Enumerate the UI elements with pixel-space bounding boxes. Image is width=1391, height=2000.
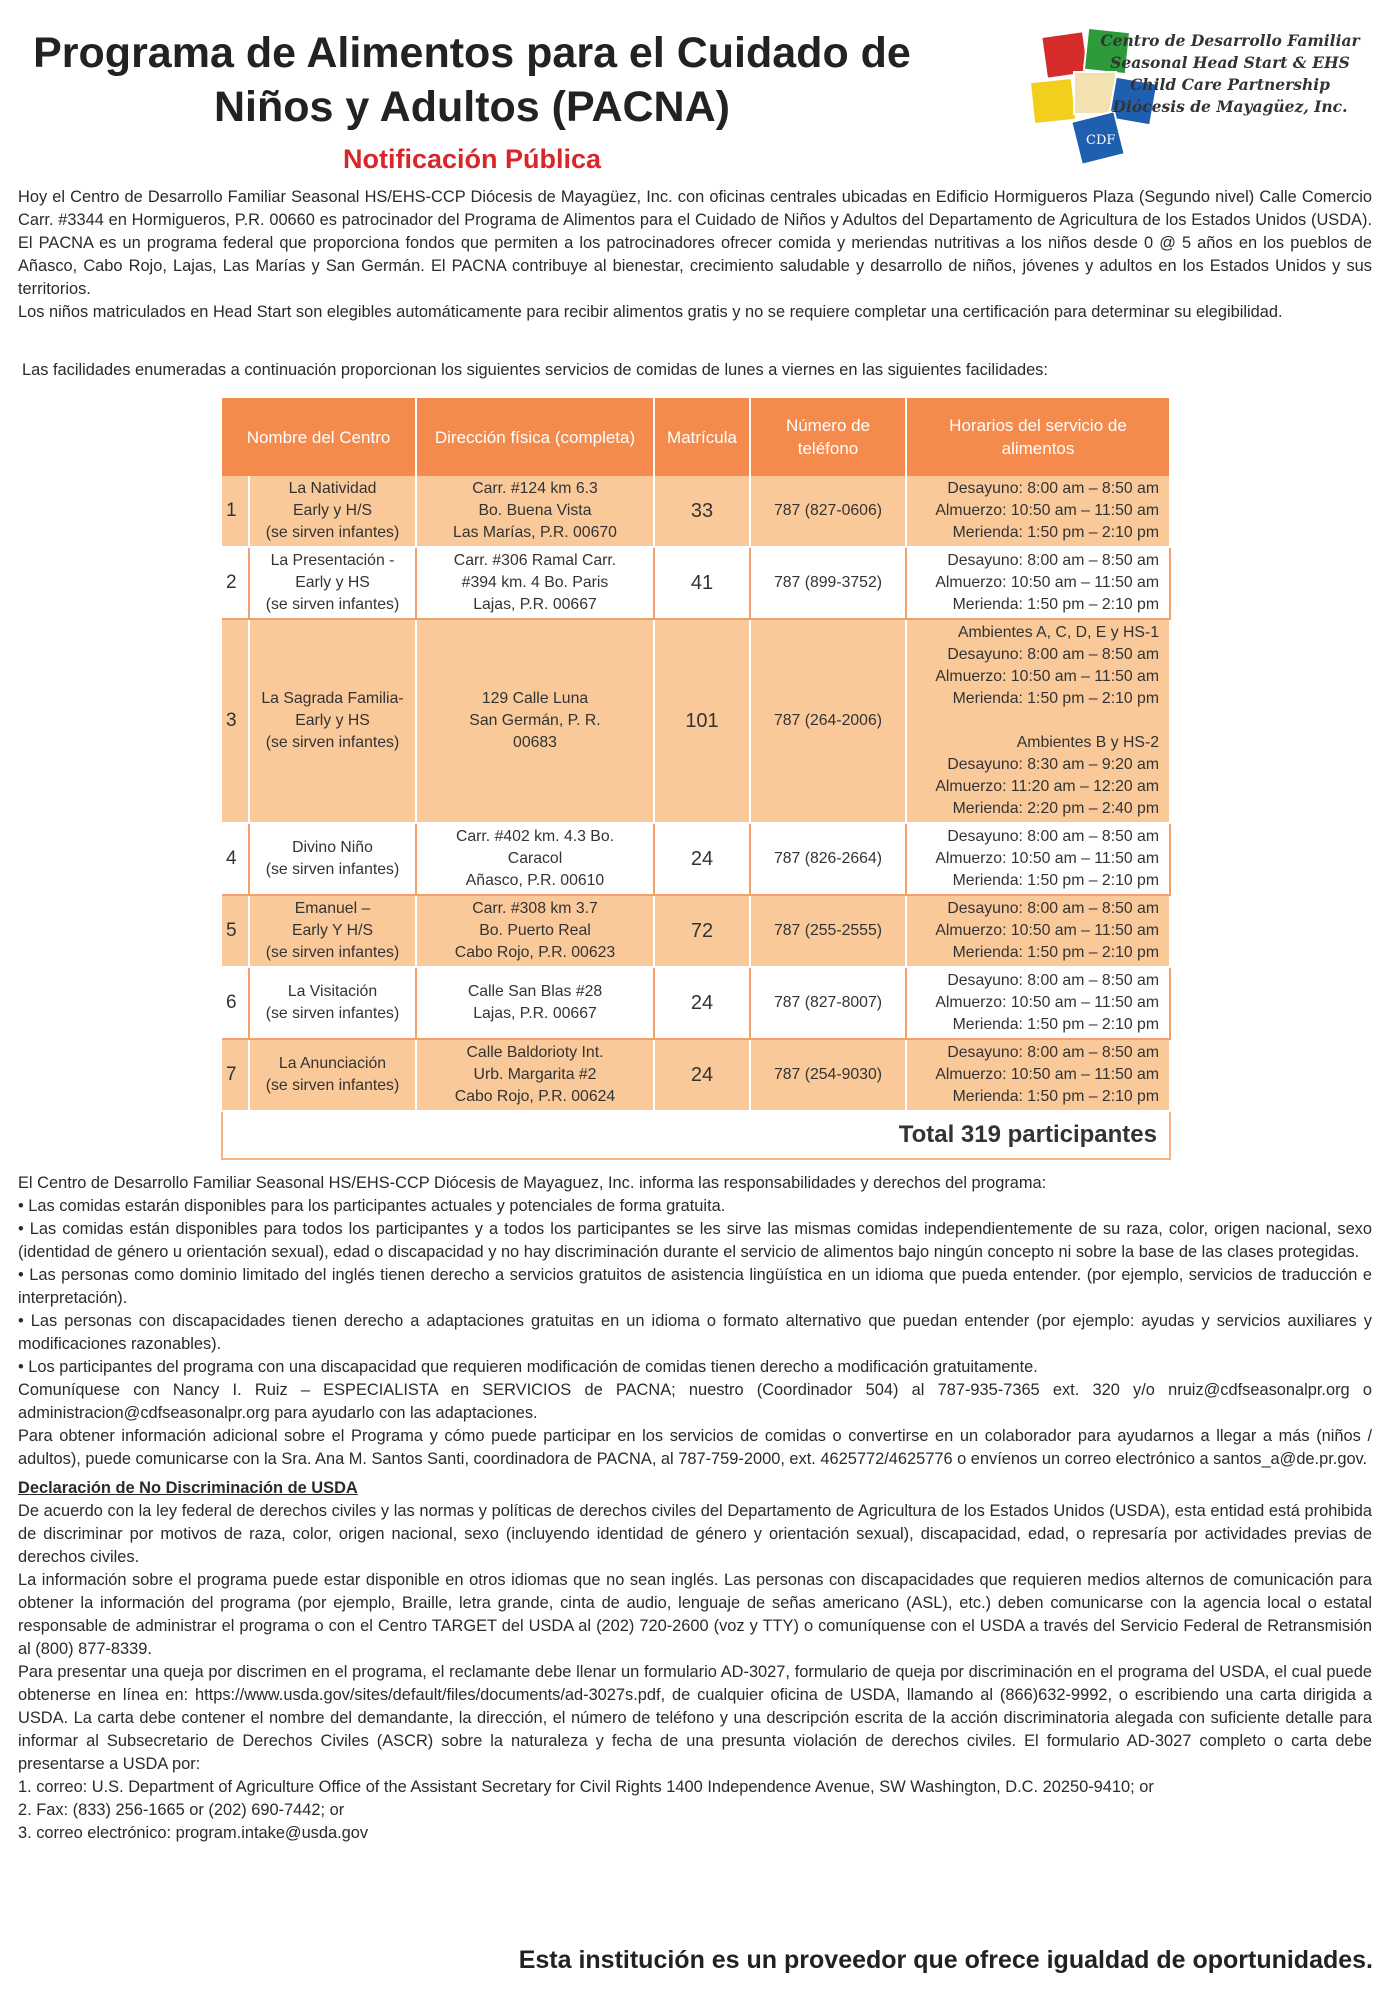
center-name	[249, 619, 416, 823]
enrollment-count: 24	[654, 967, 750, 1039]
table-row	[222, 619, 1170, 823]
enrollment-count: 41	[654, 547, 750, 619]
cell-line: Merienda: 1:50 pm – 2:10 pm	[952, 524, 1159, 541]
cell-line: Early y HS	[295, 712, 370, 729]
cell-line: Carr. #124 km 6.3	[472, 480, 598, 497]
cell-line: Calle Baldorioty Int.	[466, 1044, 604, 1061]
cell-line: Las Marías, P.R. 00670	[453, 524, 617, 541]
center-name	[249, 895, 416, 967]
cell-line	[911, 710, 1159, 732]
phone-number: 787 (264-2006)	[750, 619, 906, 823]
cell-line: Bo. Buena Vista	[478, 502, 592, 519]
rights-bullet-3: • Las personas como dominio limitado del inglés tienen derecho a servicios gratuitos de asistencia lingüística en un idioma que pueda entender. (por ejemplo, servicios de traducción e interpretación).	[18, 1266, 1372, 1307]
meal-hours	[906, 967, 1170, 1039]
row-number: 2	[222, 547, 249, 619]
center-address	[416, 476, 654, 547]
rights-lead: El Centro de Desarrollo Familiar Seasonal HS/EHS-CCP Diócesis de Mayaguez, Inc. informa las responsabilidades y derechos del programa:	[18, 1174, 1047, 1192]
table-row	[222, 967, 1170, 1039]
facilities-intro: Las facilidades enumeradas a continuación proporcionan los siguientes servicios de comidas de lunes a viernes en las siguientes facilidades:	[22, 361, 1048, 379]
meal-hours	[906, 619, 1170, 823]
cell-line: Cabo Rojo, P.R. 00623	[454, 944, 616, 961]
equal-opportunity-statement: Esta institución es un proveedor que ofrece igualdad de oportunidades.	[518, 1946, 1373, 1974]
cell-line: La Visitación	[287, 983, 378, 1000]
cell-line: Calle San Blas #28	[467, 983, 603, 1000]
cell-line: Emanuel –	[294, 900, 371, 917]
row-number: 1	[222, 476, 249, 547]
center-name	[249, 1039, 416, 1111]
cell-line: Merienda: 1:50 pm – 2:10 pm	[952, 944, 1159, 961]
title-line-1: Programa de Alimentos para el Cuidado de	[33, 29, 911, 77]
cell-line: Early y H/S	[293, 502, 372, 519]
rights-section	[18, 1172, 1372, 1471]
cell-line: Almuerzo: 10:50 am – 11:50 am	[935, 1066, 1159, 1083]
cell-line: Merienda: 1:50 pm – 2:10 pm	[952, 690, 1159, 707]
cell-line: Almuerzo: 10:50 am – 11:50 am	[935, 994, 1159, 1011]
cell-line: Early Y H/S	[291, 922, 374, 939]
cell-line: Urb. Margarita #2	[473, 1066, 597, 1083]
row-number: 4	[222, 823, 249, 895]
meal-hours	[906, 823, 1170, 895]
cell-line: La Natividad	[288, 480, 377, 497]
title-line-2: Niños y Adultos (PACNA)	[214, 83, 730, 131]
cell-line: Almuerzo: 10:50 am – 11:50 am	[935, 922, 1159, 939]
enrollment-count: 24	[654, 1039, 750, 1111]
table-total-row	[222, 1111, 1170, 1159]
row-number: 5	[222, 895, 249, 967]
cell-line: (se sirven infantes)	[265, 861, 400, 878]
center-name	[249, 547, 416, 619]
row-number: 6	[222, 967, 249, 1039]
page-subtitle: Notificación Pública	[342, 144, 602, 174]
table-row	[222, 547, 1170, 619]
cell-line: (se sirven infantes)	[265, 1005, 400, 1022]
cell-line: Divino Niño	[292, 839, 373, 856]
center-address	[416, 895, 654, 967]
header-address: Dirección física (completa)	[416, 398, 654, 476]
usda-title: Declaración de No Discriminación de USDA	[18, 1479, 358, 1497]
center-name	[249, 823, 416, 895]
cell-line: Desayuno: 8:00 am – 8:50 am	[947, 972, 1159, 989]
cell-line: Merienda: 1:50 pm – 2:10 pm	[952, 596, 1159, 613]
cell-line: Carr. #308 km 3.7	[472, 900, 598, 917]
center-address	[416, 823, 654, 895]
phone-number: 787 (899-3752)	[750, 547, 906, 619]
page-title	[22, 26, 922, 134]
cell-line: Almuerzo: 10:50 am – 11:50 am	[935, 850, 1159, 867]
cell-line: (se sirven infantes)	[265, 944, 400, 961]
cell-line: Desayuno: 8:00 am – 8:50 am	[947, 1044, 1159, 1061]
center-address	[416, 619, 654, 823]
facilities-table	[221, 398, 1171, 1160]
rights-bullet-2: • Las comidas están disponibles para todos los participantes y a todos los participantes se les sirve las mismas comidas independientemente de su raza, color, origen nacional, sexo (identidad de género u orientación sexual), edad o discapacidad y no hay discriminación durante el servicio de alimentos bajo ningún concepto ni sobre la base de las clases protegidas.	[18, 1220, 1372, 1261]
header-enrollment: Matrícula	[654, 398, 750, 476]
row-number: 7	[222, 1039, 249, 1111]
cell-line: Desayuno: 8:00 am – 8:50 am	[947, 552, 1159, 569]
intro-paragraph-1: Hoy el Centro de Desarrollo Familiar Seasonal HS/EHS-CCP Diócesis de Mayagüez, Inc. con oficinas centrales ubicadas en Edificio Hormigueros Plaza (Segundo nivel) Calle Comercio Carr. #3344 en Hormigueros, P.R. 00660 es patrocinador del Programa de Alimentos para el Cuidado de Niños y Adultos del Departamento de Agricultura de los Estados Unidos (USDA). El PACNA es un programa federal que proporciona fondos que permiten a los patrocinadores ofrecer comida y meriendas nutritivas a los niños desde 0 @ 5 años en los pueblos de Añasco, Cabo Rojo, Lajas, Las Marías y San Germán. El PACNA contribuye al bienestar, crecimiento saludable y desarrollo de niños, jóvenes y adultos en los Estados Unidos y sus territorios.	[18, 188, 1372, 298]
intro-section	[18, 186, 1372, 324]
logo-line-1: Centro de Desarrollo Familiar	[1100, 31, 1360, 50]
rights-contact: Comuníquese con Nancy I. Ruiz – ESPECIALISTA en SERVICIOS de PACNA; nuestro (Coordinador 504) al 787-935-7365 ext. 320 y/o nruiz@cdfseasonalpr.org o administracion@cdfseasonalpr.org para ayudarlo con las adaptaciones.	[18, 1381, 1372, 1422]
rights-more-info: Para obtener información adicional sobre el Programa y cómo puede participar en los servicios de comidas o convertirse en un colaborador para ayudarnos a llegar a más (niños / adultos), puede comunicarse con la Sra. Ana M. Santos Santi, coordinadora de PACNA, al 787-759-2000, ext. 4625772/4625776 o envíenos un correo electrónico a santos_a@de.pr.gov.	[18, 1427, 1372, 1468]
cell-line: Carr. #402 km. 4.3 Bo.	[455, 828, 615, 845]
cell-line: La Anunciación	[278, 1055, 387, 1072]
enrollment-count: 101	[654, 619, 750, 823]
cell-line: Bo. Puerto Real	[479, 922, 591, 939]
phone-number: 787 (827-8007)	[750, 967, 906, 1039]
cell-line: Merienda: 1:50 pm – 2:10 pm	[952, 1016, 1159, 1033]
cell-line: Cabo Rojo, P.R. 00624	[454, 1088, 616, 1105]
usda-list-email: 3. correo electrónico: program.intake@usda.gov	[18, 1824, 369, 1842]
usda-list-mail: 1. correo: U.S. Department of Agriculture Office of the Assistant Secretary for Civil Rights 1400 Independence Avenue, SW Washington, D.C. 20250-9410; or	[18, 1778, 1154, 1796]
center-name	[249, 967, 416, 1039]
cell-line: Ambientes B y HS-2	[1016, 734, 1159, 751]
center-address	[416, 547, 654, 619]
meal-hours	[906, 895, 1170, 967]
cell-line: Early y HS	[295, 574, 370, 591]
cell-line: Ambientes A, C, D, E y HS-1	[957, 624, 1159, 641]
cell-line: Desayuno: 8:00 am – 8:50 am	[947, 900, 1159, 917]
logo-line-2: Seasonal Head Start & EHS	[1110, 53, 1350, 72]
cell-line: Desayuno: 8:00 am – 8:50 am	[947, 828, 1159, 845]
meal-hours	[906, 547, 1170, 619]
table-row	[222, 895, 1170, 967]
phone-number: 787 (254-9030)	[750, 1039, 906, 1111]
cell-line: Caracol	[507, 850, 563, 867]
header-phone: Número de teléfono	[750, 398, 906, 476]
usda-paragraph-3: Para presentar una queja por discrimen en el programa, el reclamante debe llenar un formulario AD-3027, formulario de queja por discriminación en el programa del USDA, el cual puede obtenerse en línea en: https://www.usda.gov/sites/default/files/documents/ad-3027s.pdf, de cualquier oficina de USDA, llamando al (866)632-9992, o escribiendo una carta dirigida a USDA. La carta debe contener el nombre del demandante, la dirección, el número de teléfono y una descripción escrita de la acción discriminatoria alegada con suficiente detalle para informar al Subsecretario de Derechos Civiles (ASCR) sobre la naturaleza y fecha de una presunta violación de derechos civiles. El formulario AD-3027 completo o carta debe presentarse a USDA por:	[18, 1663, 1372, 1773]
enrollment-count: 72	[654, 895, 750, 967]
usda-section	[18, 1477, 1372, 1845]
cell-line: 00683	[513, 734, 557, 751]
cell-line: Merienda: 1:50 pm – 2:10 pm	[952, 1088, 1159, 1105]
total-participants: Total 319 participantes	[222, 1111, 1170, 1159]
cell-line: La Sagrada Familia-	[261, 690, 404, 707]
logo-wordmark	[1090, 30, 1370, 118]
cell-line: Merienda: 1:50 pm – 2:10 pm	[952, 872, 1159, 889]
cell-line: (se sirven infantes)	[265, 524, 400, 541]
cell-line: (se sirven infantes)	[265, 1077, 400, 1094]
cell-line: Almuerzo: 10:50 am – 11:50 am	[935, 574, 1159, 591]
table-row	[222, 1039, 1170, 1111]
enrollment-count: 33	[654, 476, 750, 547]
cell-line: (se sirven infantes)	[265, 596, 400, 613]
cell-line: Desayuno: 8:00 am – 8:50 am	[947, 646, 1159, 663]
cell-line: Lajas, P.R. 00667	[473, 1005, 597, 1022]
cell-line: San Germán, P. R.	[469, 712, 601, 729]
meal-hours	[906, 1039, 1170, 1111]
center-address	[416, 1039, 654, 1111]
cell-line: 129 Calle Luna	[481, 690, 589, 707]
logo-badge: CDF	[1086, 133, 1116, 148]
cell-line: La Presentación -	[270, 552, 395, 569]
cell-line: (se sirven infantes)	[265, 734, 400, 751]
cell-line: Merienda: 2:20 pm – 2:40 pm	[952, 800, 1159, 817]
cell-line: Añasco, P.R. 00610	[465, 872, 605, 889]
cell-line: Almuerzo: 10:50 am – 11:50 am	[935, 668, 1159, 685]
rights-bullet-4: • Las personas con discapacidades tienen derecho a adaptaciones gratuitas en un idioma o formato alternativo que puedan entender (por ejemplo: ayudas y servicios auxiliares y modificaciones razonables).	[18, 1312, 1372, 1353]
cell-line: Lajas, P.R. 00667	[473, 596, 597, 613]
logo-line-3: Child Care Partnership	[1129, 75, 1331, 94]
table-header-row	[222, 398, 1170, 476]
center-name	[249, 476, 416, 547]
usda-paragraph-2: La información sobre el programa puede estar disponible en otros idiomas que no sean inglés. Las personas con discapacidades que requieren medios alternos de comunicación para obtener la información del programa (por ejemplo, Braille, letra grande, cinta de audio, lenguaje de señas americano (ASL), etc.) deben comunicarse con la agencia local o estatal responsable de administrar el programa o con el Centro TARGET del USDA al (202) 720-2600 (voz y TTY) o comuníquense con el USDA a través del Servicio Federal de Retransmisión al (800) 877-8339.	[18, 1571, 1372, 1658]
rights-bullet-5: • Los participantes del programa con una discapacidad que requieren modificación de comidas tienen derecho a modificación gratuitamente.	[18, 1358, 1038, 1376]
row-number: 3	[222, 619, 249, 823]
cell-line: Desayuno: 8:30 am – 9:20 am	[947, 756, 1159, 773]
cell-line: Desayuno: 8:00 am – 8:50 am	[947, 480, 1159, 497]
intro-paragraph-2: Los niños matriculados en Head Start son elegibles automáticamente para recibir alimentos gratis y no se requiere completar una certificación para determinar su elegibilidad.	[18, 303, 1283, 321]
header-center-name: Nombre del Centro	[222, 398, 416, 476]
usda-paragraph-1: De acuerdo con la ley federal de derechos civiles y las normas y políticas de derechos civiles del Departamento de Agricultura de los Estados Unidos (USDA), esta entidad está prohibida de discriminar por motivos de raza, color, origen nacional, sexo (incluyendo identidad de género y orientación sexual), discapacidad, edad, o represaría por actividades previas de derechos civiles.	[18, 1502, 1372, 1566]
table-row	[222, 476, 1170, 547]
logo-line-4: Diócesis de Mayagüez, Inc.	[1112, 97, 1348, 116]
phone-number: 787 (826-2664)	[750, 823, 906, 895]
cell-line: Almuerzo: 10:50 am – 11:50 am	[935, 502, 1159, 519]
table-body	[222, 476, 1170, 1111]
cell-line: #394 km. 4 Bo. Paris	[461, 574, 609, 591]
enrollment-count: 24	[654, 823, 750, 895]
header-meal-hours: Horarios del servicio de alimentos	[906, 398, 1170, 476]
center-address	[416, 967, 654, 1039]
rights-bullet-1: • Las comidas estarán disponibles para los participantes actuales y potenciales de forma gratuita.	[18, 1197, 726, 1215]
cell-line: Carr. #306 Ramal Carr.	[453, 552, 617, 569]
meal-hours	[906, 476, 1170, 547]
phone-number: 787 (255-2555)	[750, 895, 906, 967]
phone-number: 787 (827-0606)	[750, 476, 906, 547]
table-row	[222, 823, 1170, 895]
cell-line: Almuerzo: 11:20 am – 12:20 am	[935, 778, 1159, 795]
usda-list-fax: 2. Fax: (833) 256-1665 or (202) 690-7442; or	[18, 1801, 345, 1819]
